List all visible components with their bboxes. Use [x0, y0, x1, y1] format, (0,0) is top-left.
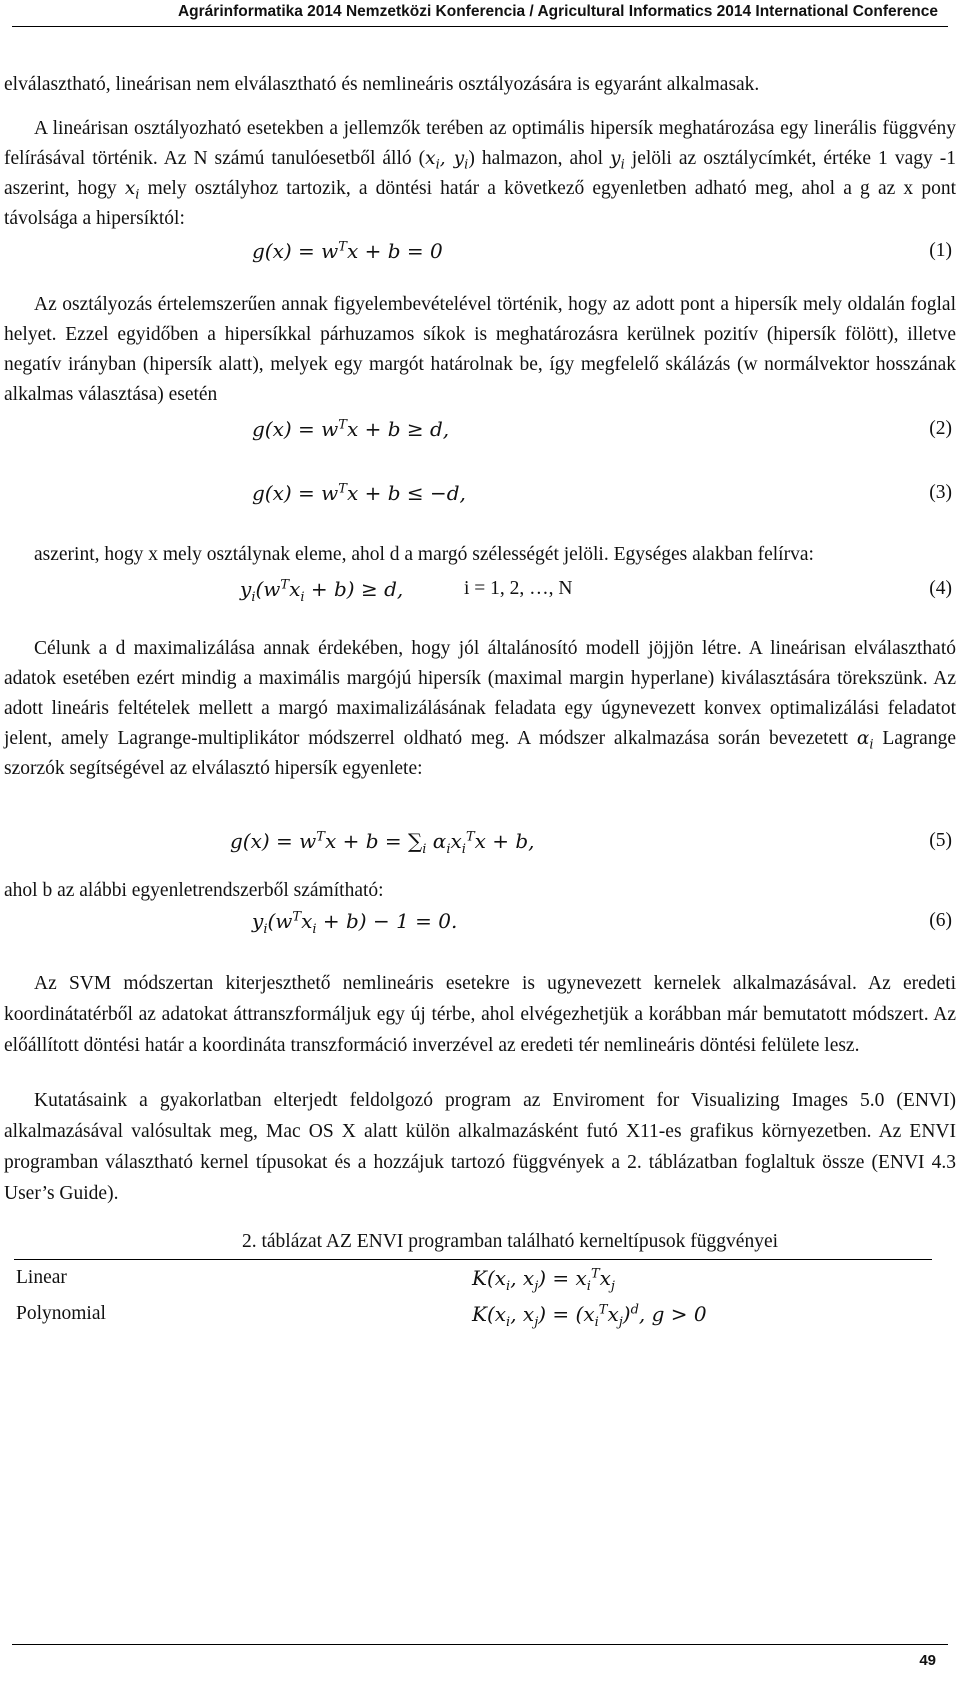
table-row-polynomial: [4, 1296, 956, 1332]
equation-6: $y_i(w^Tx_i + b) - 1 = 0$. (6): [252, 909, 952, 937]
math-xi: $x_i$, $y_i$: [425, 148, 469, 173]
paragraph-8: Kutatásaink a gyakorlatban elterjedt feldolgozó program az Enviroment for Visualizing Images 5.0 (ENVI) alkalmazásával valósultak meg, Mac OS X alatt külön alkalmazásként futó X11-es grafikus környezetben. Az ENVI programban választható kernel típusokat és a hozzájuk tartozó függvények a 2. táblázatban foglaltuk össze (ENVI 4.3 User’s Guide).: [4, 1090, 956, 1204]
paragraph-5: Célunk a d maximalizálása annak érdekében, hogy jól általánosító modell jöjjön létre. A lineárisan elválasztható adatok esetében ezért mindig a maximális margójú hipersík (maximal margin hyperlane) kiválasztására törekszünk. Az adott lineáris feltételek mellett a margó maximalizálásának feladata egy úgynevezett konvex optimalizálási feladatot jelent, amely Lagrange-multiplikátor módszerrel oldható meg. A módszer alkalmazása során bevezetett $\alpha_i$ Lagrange szorzók segítségével az elválasztó hipersík egyenlete:: [4, 638, 956, 779]
paragraph-1: elválasztható, lineárisan nem elválasztható és nemlineáris osztályozására is egyaránt alkalmasak.: [4, 74, 760, 95]
kernel-formula: $K(x_i$, $x_j) = (x_i^Tx_j)^d$, g > 0: [472, 1302, 707, 1330]
equation-3: $g(x) = w^Tx + b \le -d$, (3): [252, 481, 952, 505]
paragraph-7: Az SVM módszertan kiterjeszthető nemlineáris esetekre is ugynevezett kernelek alkalmazásával. Az eredeti koordinátatérből az adatokat áttranszformáljuk egy új térbe, ahol elvégezhetjük a korábban már bemutatott módszert. Az előállított döntési határ a koordináta transzformáció inverzével az eredeti tér nemlineáris döntési felülete lesz.: [4, 973, 956, 1056]
math-xi-2: $x_i$: [124, 178, 140, 203]
table-row-linear: [4, 1260, 956, 1296]
running-header: Agrárinformatika 2014 Nemzetközi Konferencia / Agricultural Informatics 2014 International Conference: [177, 3, 938, 20]
paragraph-6: ahol b az alábbi egyenletrendszerből számítható:: [4, 880, 384, 901]
paragraph-3: Az osztályozás értelemszerűen annak figyelembevételével történik, hogy az adott pont a hipersík mely oldalán foglal helyet. Ezzel egyidőben a hipersíkkal párhuzamos síkok is meghatározásra kerülnek pozitív (hipersík fölött), illetve negatív irányban (hipersík alatt), melyek egy margót határolnak be, így megfelelő skálázás (w normálvektor hosszának alkalmas választása) esetén: [4, 294, 956, 405]
kernel-name: Polynomial: [16, 1303, 106, 1324]
table-caption: 2. táblázat AZ ENVI programban található kerneltípusok függvényei: [241, 1231, 779, 1252]
equation-4: $y_i(w^Tx_i + b) \ge d$, i = 1, 2, …, N (4): [240, 577, 952, 605]
math-yi: $y_i$: [610, 148, 625, 173]
paragraph-2: A lineárisan osztályozható esetekben a jellemzők terében az optimális hipersík meghatározása egy linerális függvény felírásával történik. Az N számú tanulóesetből álló ($x_i$, $y_i$) halmazon, ahol $y_i$ jelöli az osztálycímkét, értéke 1 vagy -1 aszerint, hogy $x_i$ mely osztályhoz tartozik, a döntési határ a következő egyenletben adható meg, ahol a g az x pont távolsága a hipersíktól:: [4, 118, 956, 229]
kernel-formula: $K(x_i$, $x_j) = x_i^Tx_j$: [472, 1266, 615, 1294]
math-alpha-i: $\alpha_i$: [856, 728, 874, 753]
equation-5: $g(x) = w^Tx + b = \sum_i$ $\alpha_ix_i^Tx + b$, (5): [230, 829, 952, 857]
paragraph-4: aszerint, hogy x mely osztálynak eleme, ahol d a margó szélességét jelöli. Egységes alakban felírva:: [34, 544, 814, 565]
footer-rule: [12, 1644, 948, 1645]
page-number: 49: [919, 1652, 936, 1669]
page-body: [4, 70, 956, 1332]
equation-1: $g(x) = w^Tx + b = 0$ (1): [252, 239, 952, 263]
kernel-name: Linear: [16, 1267, 67, 1288]
equation-2: $g(x) = w^Tx + b \ge d$, (2): [252, 417, 952, 441]
header-rule: [12, 26, 948, 27]
